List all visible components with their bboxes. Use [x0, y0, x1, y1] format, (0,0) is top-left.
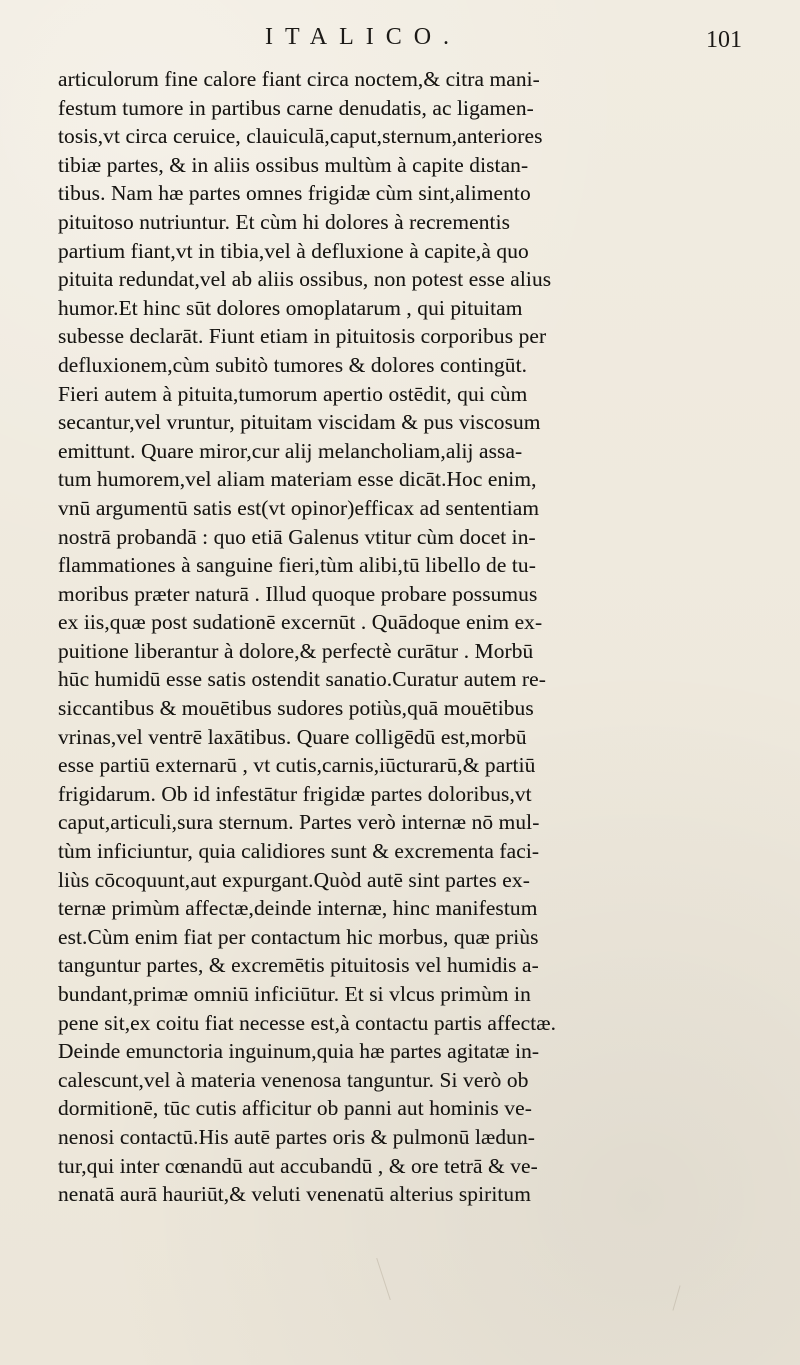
text-line: vnū argumentū satis est(vt opinor)efficax ad sententiam — [58, 495, 540, 520]
paper-mark — [672, 1285, 680, 1310]
text-line: tosis,vt circa ceruice, clauiculā,caput,sternum,anteriores — [58, 124, 543, 149]
text-line: pituita redundat,vel ab aliis ossibus, non potest esse alius — [58, 267, 552, 292]
text-line: emittunt. Quare miror,cur alij melancholiam,alij assa- — [58, 438, 523, 463]
text-line: esse partiū externarū , vt cutis,carnis,iūcturarū,& partiū — [58, 753, 536, 778]
text-line: humor.Et hinc sūt dolores omoplatarum , qui pituitam — [58, 295, 523, 320]
text-line: pene sit,ex coitu fiat necesse est,à contactu partis affectæ. — [58, 1010, 557, 1035]
text-line: siccantibus & mouētibus sudores potiùs,quā mouētibus — [58, 696, 534, 721]
text-line: festum tumore in partibus carne denudatis, ac ligamen- — [58, 95, 534, 120]
text-line: hūc humidū esse satis ostendit sanatio.Curatur autem re- — [58, 667, 546, 692]
text-line: vrinas,vel ventrē laxātibus. Quare colligēdū est,morbū — [58, 724, 527, 749]
text-line: defluxionem,cùm subitò tumores & dolores contingūt. — [58, 352, 528, 377]
text-line: pituitoso nutriuntur. Et cùm hi dolores à recrementis — [58, 209, 511, 234]
text-line: tur,qui inter cœnandū aut accubandū , & ore tetrā & ve- — [58, 1153, 538, 1178]
text-line: tum humorem,vel aliam materiam esse dicāt.Hoc enim, — [58, 467, 537, 492]
running-title: ITALICO. — [265, 24, 462, 50]
text-line: bundant,primæ omniū inficiūtur. Et si vlcus primùm in — [58, 982, 531, 1006]
text-line: puitione liberantur à dolore,& perfectè curātur . Morbū — [58, 638, 534, 663]
text-line: flammationes à sanguine fieri,tùm alibi,tū libello de tu- — [58, 553, 536, 578]
text-line: nostrā probandā : quo etiā Galenus vtitur cùm docet in- — [58, 524, 536, 549]
text-line: nenatā aurā hauriūt,& veluti venenatū alterius spiritum — [58, 1182, 531, 1207]
text-line: tibiæ partes, & in aliis ossibus multùm à capite distan- — [58, 152, 529, 177]
text-line: dormitionē, tūc cutis afficitur ob panni aut hominis ve- — [58, 1096, 532, 1121]
text-line: Fieri autem à pituita,tumorum apertio ostēdit, qui cùm — [58, 381, 528, 406]
text-line: ternæ primùm affectæ,deinde internæ, hinc manifestum — [58, 896, 538, 921]
page-number: 101 — [706, 27, 742, 53]
text-line: caput,articuli,sura sternum. Partes verò internæ nō mul- — [58, 810, 540, 835]
text-line: moribus præter naturā . Illud quoque probare possumus — [58, 581, 538, 606]
text-line: liùs cōcoquunt,aut expurgant.Quòd autē sint partes ex- — [58, 867, 530, 892]
text-line: tibus. Nam hæ partes omnes frigidæ cùm sint,alimento — [58, 181, 531, 206]
paper-mark — [376, 1258, 391, 1300]
text-line: Deinde emunctoria inguinum,quia hæ partes agitatæ in- — [58, 1039, 540, 1064]
text-line: tanguntur partes, & excremētis pituitosis vel humidis a- — [58, 953, 539, 978]
text-line: nenosi contactū.His autē partes oris & pulmonū lædun- — [58, 1124, 536, 1149]
text-line: frigidarum. Ob id infestātur frigidæ partes doloribus,vt — [58, 781, 532, 806]
text-line: est.Cùm enim fiat per contactum hic morbus, quæ priùs — [58, 924, 539, 949]
text-line: subesse declarāt. Fiunt etiam in pituitosis corporibus per — [58, 324, 547, 349]
text-line: secantur,vel vruntur, pituitam viscidam & pus viscosum — [58, 410, 541, 435]
running-head — [0, 18, 800, 58]
text-line: articulorum fine calore fiant circa noctem,& citra mani- — [58, 67, 540, 91]
text-line: calescunt,vel à materia venenosa tanguntur. Si verò ob — [58, 1067, 529, 1092]
text-line: partium fiant,vt in tibia,vel à defluxione à capite,à quo — [58, 238, 529, 263]
body-text — [58, 65, 748, 1209]
text-line: tùm inficiuntur, quia calidiores sunt & excrementa faci- — [58, 839, 540, 864]
text-line: ex iis,quæ post sudationē excernūt . Quādoque enim ex- — [58, 610, 543, 635]
